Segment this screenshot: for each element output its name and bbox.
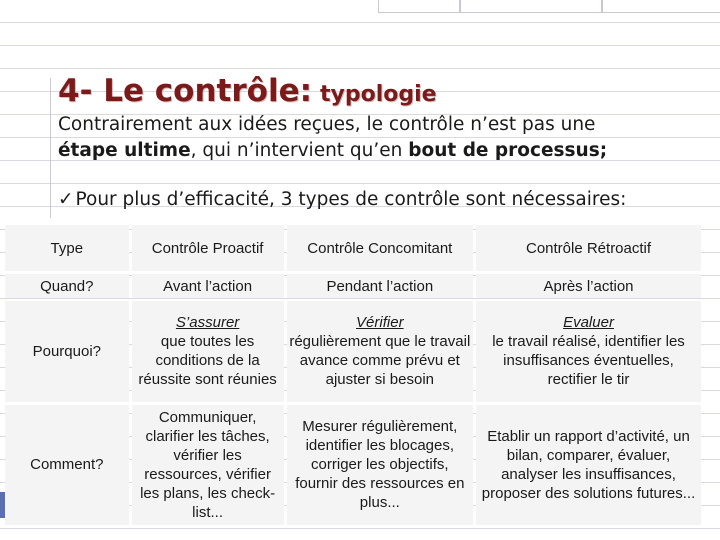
table-cell: [287, 301, 473, 401]
table-row: [5, 301, 701, 401]
table-header-cell: Contrôle Concomitant: [287, 225, 473, 271]
table-header-cell: Type: [5, 225, 129, 271]
table-cell: Après l’action: [476, 274, 701, 298]
control-types-table: [2, 222, 704, 528]
checkmark-icon: ✓: [58, 189, 74, 210]
table-cell: Communiquer, clarifier les tâches, vérifier les ressources, vérifier les plans, les check-list...: [132, 405, 284, 525]
bullet-text: Pour plus d’efficacité, 3 types de contrôle sont nécessaires:: [75, 189, 627, 210]
cell-text: que toutes les conditions de la réussite sont réunies: [138, 333, 277, 389]
cell-text: régulièrement que le travail avance comme prévu et ajuster si besoin: [289, 333, 471, 389]
table-cell: Etablir un rapport d’activité, un bilan, comparer, évaluer, analyser les insuffisances, proposer des solutions futures...: [476, 405, 701, 525]
table-row: [5, 405, 701, 525]
cell-heading: Evaluer: [563, 314, 614, 332]
cell-text: le travail réalisé, identifier les insuffisances éventuelles, rectifier le tir: [492, 333, 685, 389]
table-cell: [476, 301, 701, 401]
cell-heading: Vérifier: [356, 314, 404, 332]
slide-title: [58, 74, 437, 107]
intro-bold-2: bout de processus;: [408, 140, 608, 161]
intro-text-2: , qui n’intervient qu’en: [190, 140, 409, 161]
row-label: Comment?: [5, 405, 129, 525]
table-cell: Avant l’action: [132, 274, 284, 298]
intro-bold-1: étape ultime: [58, 140, 191, 161]
decor-square: [460, 0, 602, 13]
decor-square: [378, 0, 460, 13]
slide-title-main: 4- Le contrôle:: [58, 73, 312, 109]
table-cell: [132, 301, 284, 401]
row-label: Quand?: [5, 274, 129, 298]
table-header-cell: Contrôle Proactif: [132, 225, 284, 271]
slide-title-sub: typologie: [320, 82, 437, 107]
intro-text-1: Contrairement aux idées reçues, le contrôle n’est pas une: [58, 114, 596, 135]
table-header-row: [5, 225, 701, 271]
table-header-cell: Contrôle Rétroactif: [476, 225, 701, 271]
table-cell: Pendant l’action: [287, 274, 473, 298]
bullet-line: [58, 187, 718, 213]
cell-heading: S’assurer: [175, 314, 240, 332]
intro-paragraph: [58, 112, 718, 164]
row-label: Pourquoi?: [5, 301, 129, 401]
decor-square: [602, 0, 720, 13]
decor-vertical-rule: [50, 78, 51, 218]
table-row: [5, 274, 701, 298]
table-cell: Mesurer régulièrement, identifier les blocages, corriger les objectifs, fournir des ressources en plus...: [287, 405, 473, 525]
